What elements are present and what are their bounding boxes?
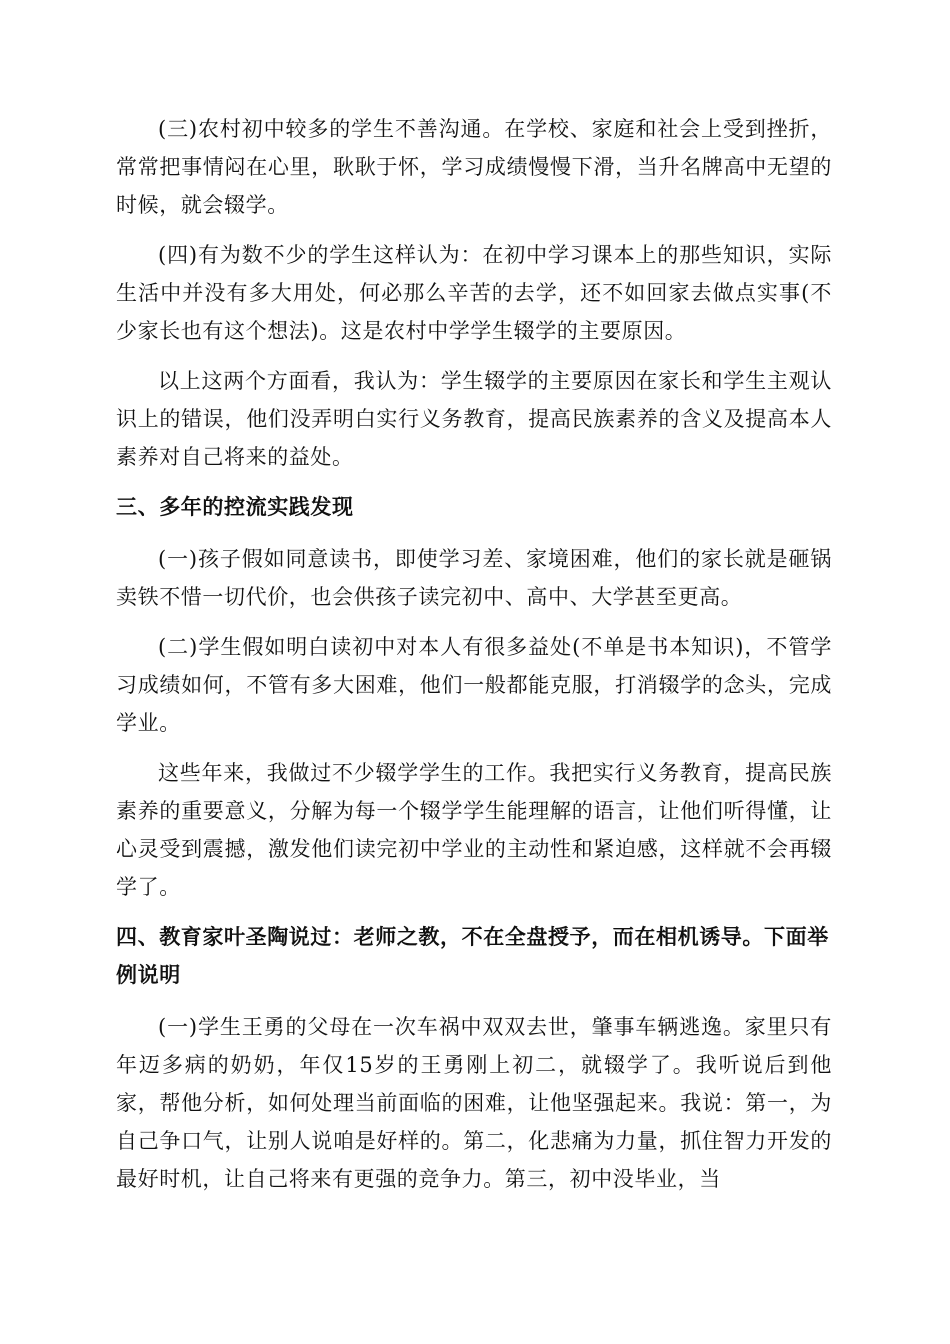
paragraph-reason-3: (三)农村初中较多的学生不善沟通。在学校、家庭和社会上受到挫折，常常把事情闷在心里，耿耿于怀，学习成绩慢慢下滑，当升名牌高中无望的时候，就会辍学。 [116, 117, 832, 217]
document-body [116, 110, 832, 1210]
section-heading-4: 四、教育家叶圣陶说过：老师之教，不在全盘授予，而在相机诱导。下面举例说明 [116, 925, 829, 987]
paragraph-example-1: (一)学生王勇的父母在一次车祸中双双去世，肇事车辆逃逸。家里只有年迈多病的奶奶，年仅15岁的王勇刚上初二，就辍学了。我听说后到他家，帮他分析，如何处理当前面临的困难，让他坚强起来。我说：第一，为自己争口气，让别人说咱是好样的。第二，化悲痛为力量，抓住智力开发的最好时机，让自己将来有更强的竞争力。第三，初中没毕业，当 [116, 1015, 832, 1191]
paragraph-finding-2: (二)学生假如明白读初中对本人有很多益处(不单是书本知识)，不管学习成绩如何，不管有多大困难，他们一般都能克服，打消辍学的念头，完成学业。 [116, 635, 832, 735]
paragraph-conclusion: 以上这两个方面看，我认为：学生辍学的主要原因在家长和学生主观认识上的错误，他们没弄明白实行义务教育，提高民族素养的含义及提高本人素养对自己将来的益处。 [116, 369, 832, 469]
paragraph-finding-1: (一)孩子假如同意读书，即使学习差、家境困难，他们的家长就是砸锅卖铁不惜一切代价，也会供孩子读完初中、高中、大学甚至更高。 [116, 547, 832, 609]
paragraph-experience: 这些年来，我做过不少辍学学生的工作。我把实行义务教育，提高民族素养的重要意义，分解为每一个辍学学生能理解的语言，让他们听得懂，让心灵受到震撼，激发他们读完初中学业的主动性和紧迫感，这样就不会再辍学了。 [116, 761, 832, 899]
section-heading-3: 三、多年的控流实践发现 [116, 495, 354, 519]
paragraph-reason-4: (四)有为数不少的学生这样认为：在初中学习课本上的那些知识，实际生活中并没有多大用处，何必那么辛苦的去学，还不如回家去做点实事(不少家长也有这个想法)。这是农村中学学生辍学的主要原因。 [116, 243, 832, 343]
